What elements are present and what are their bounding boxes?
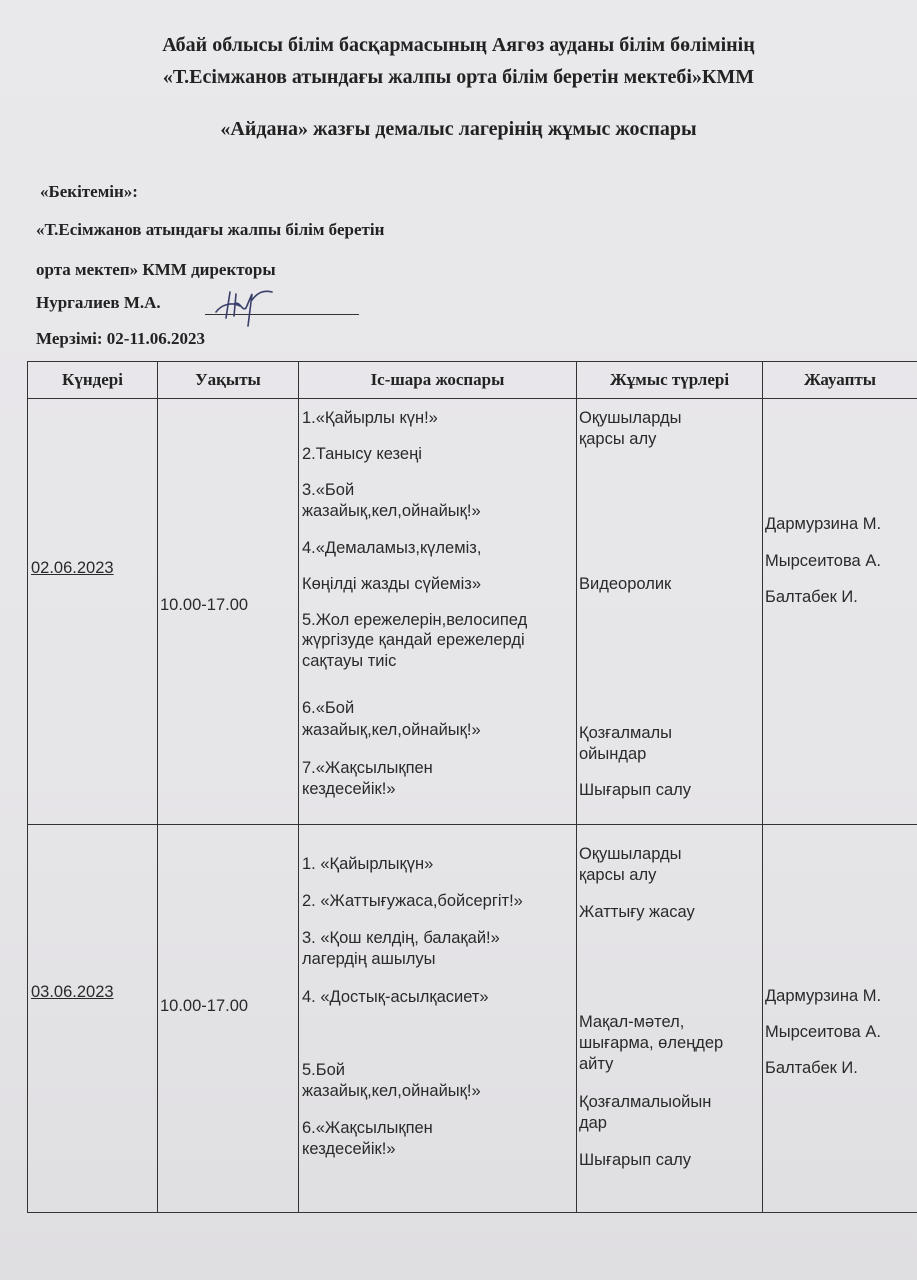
work-type-line: қарсы алу — [579, 430, 657, 448]
signature-icon — [212, 282, 292, 330]
event-line: жазайық,кел,ойнайық!» — [302, 502, 481, 520]
responsible-line: Дармурзина М. — [765, 987, 882, 1005]
approve-org-line-2: орта мектеп» КММ директоры — [36, 260, 276, 279]
work-type-line: ойындар — [579, 745, 647, 763]
header-line-1: Абай облысы білім басқармасының Аягөз ауданы білім бөлімінің — [162, 34, 755, 56]
work-type-line: қарсы алу — [579, 866, 657, 884]
column-header-work-types: Жұмыс түрлері — [577, 362, 763, 399]
work-type-line: Оқушыларды — [579, 845, 682, 863]
column-header-responsible: Жауапты — [763, 362, 917, 399]
work-type-line: Видеоролик — [579, 575, 672, 593]
table-row — [28, 825, 917, 1213]
responsible-line: Балтабек И. — [765, 1059, 858, 1077]
events-cell — [299, 825, 577, 1213]
document-title: «Айдана» жазғы демалыс лагерінің жұмыс жоспары — [220, 118, 697, 140]
work-type-line: шығарма, өлеңдер — [579, 1034, 724, 1052]
event-line: 3. «Қош келдің, балақай!» — [302, 929, 500, 947]
date-cell — [28, 825, 158, 1213]
work-type-line: Мақал-мәтел, — [579, 1013, 685, 1031]
event-line: сақтауы тиіс — [302, 652, 397, 670]
date-value: 03.06.2023 — [31, 983, 114, 1001]
table-row — [28, 399, 917, 825]
column-header-time: Уақыты — [158, 362, 299, 399]
work-type-line: айту — [579, 1055, 614, 1073]
responsible-line: Дармурзина М. — [765, 515, 882, 533]
column-header-events: Іс-шара жоспары — [299, 362, 577, 399]
event-line: 3.«Бой — [302, 481, 355, 499]
event-line: 4. «Достық-асылқасиет» — [302, 988, 489, 1006]
event-line: 5.Жол ережелерін,велосипед — [302, 611, 528, 629]
event-line: кездесейік!» — [302, 780, 396, 798]
time-value: 10.00-17.00 — [160, 596, 249, 614]
work-type-line: Шығарып салу — [579, 1151, 692, 1169]
event-line: 6.«Жақсылықпен — [302, 1119, 433, 1137]
approve-label: «Бекітемін»: — [40, 182, 138, 201]
column-header-days: Күндері — [28, 362, 158, 399]
time-cell — [158, 399, 299, 825]
event-line: кездесейік!» — [302, 1140, 396, 1158]
date-value: 02.06.2023 — [31, 559, 114, 577]
event-line: 1. «Қайырлықүн» — [302, 855, 434, 873]
period: Мерзімі: 02-11.06.2023 — [36, 329, 206, 348]
responsible-line: Мырсеитова А. — [765, 552, 881, 570]
work-type-line: дар — [579, 1114, 607, 1132]
work-type-line: Жаттығу жасау — [579, 903, 695, 921]
events-cell — [299, 399, 577, 825]
event-line: 4.«Демаламыз,күлеміз, — [302, 539, 482, 557]
event-line: 2. «Жаттығужаса,бойсергіт!» — [302, 892, 523, 910]
event-line: жазайық,кел,ойнайық!» — [302, 1082, 481, 1100]
work-type-line: Қозғалмалы — [579, 724, 672, 742]
plan-table — [27, 361, 917, 1213]
event-line: 7.«Жақсылықпен — [302, 759, 433, 777]
table-header-row — [28, 362, 917, 399]
time-value: 10.00-17.00 — [160, 997, 249, 1015]
work-type-line: Оқушыларды — [579, 409, 682, 427]
event-line: жазайық,кел,ойнайық!» — [302, 721, 481, 739]
responsible-line: Мырсеитова А. — [765, 1023, 881, 1041]
responsible-cell — [763, 825, 917, 1213]
approve-org-line-1: «Т.Есімжанов атындағы жалпы білім беретін — [36, 220, 385, 239]
work-types-cell — [577, 825, 763, 1213]
event-line: 2.Танысу кезеңі — [302, 445, 422, 463]
responsible-line: Балтабек И. — [765, 588, 858, 606]
event-line: жүргізуде қандай ережелерді — [302, 631, 525, 649]
event-line: лагердің ашылуы — [302, 950, 436, 968]
event-line: Көңілді жазды сүйеміз» — [302, 575, 482, 593]
work-types-cell — [577, 399, 763, 825]
work-type-line: Қозғалмалыойын — [579, 1093, 712, 1111]
event-line: 1.«Қайырлы күн!» — [302, 409, 438, 427]
work-type-line: Шығарып салу — [579, 781, 692, 799]
header-line-2: «Т.Есімжанов атындағы жалпы орта білім беретін мектебі»КММ — [162, 66, 755, 88]
director-name: Нургалиев М.А. — [36, 293, 161, 312]
event-line: 6.«Бой — [302, 699, 355, 717]
time-cell — [158, 825, 299, 1213]
date-cell — [28, 399, 158, 825]
event-line: 5.Бой — [302, 1061, 345, 1079]
responsible-cell — [763, 399, 917, 825]
